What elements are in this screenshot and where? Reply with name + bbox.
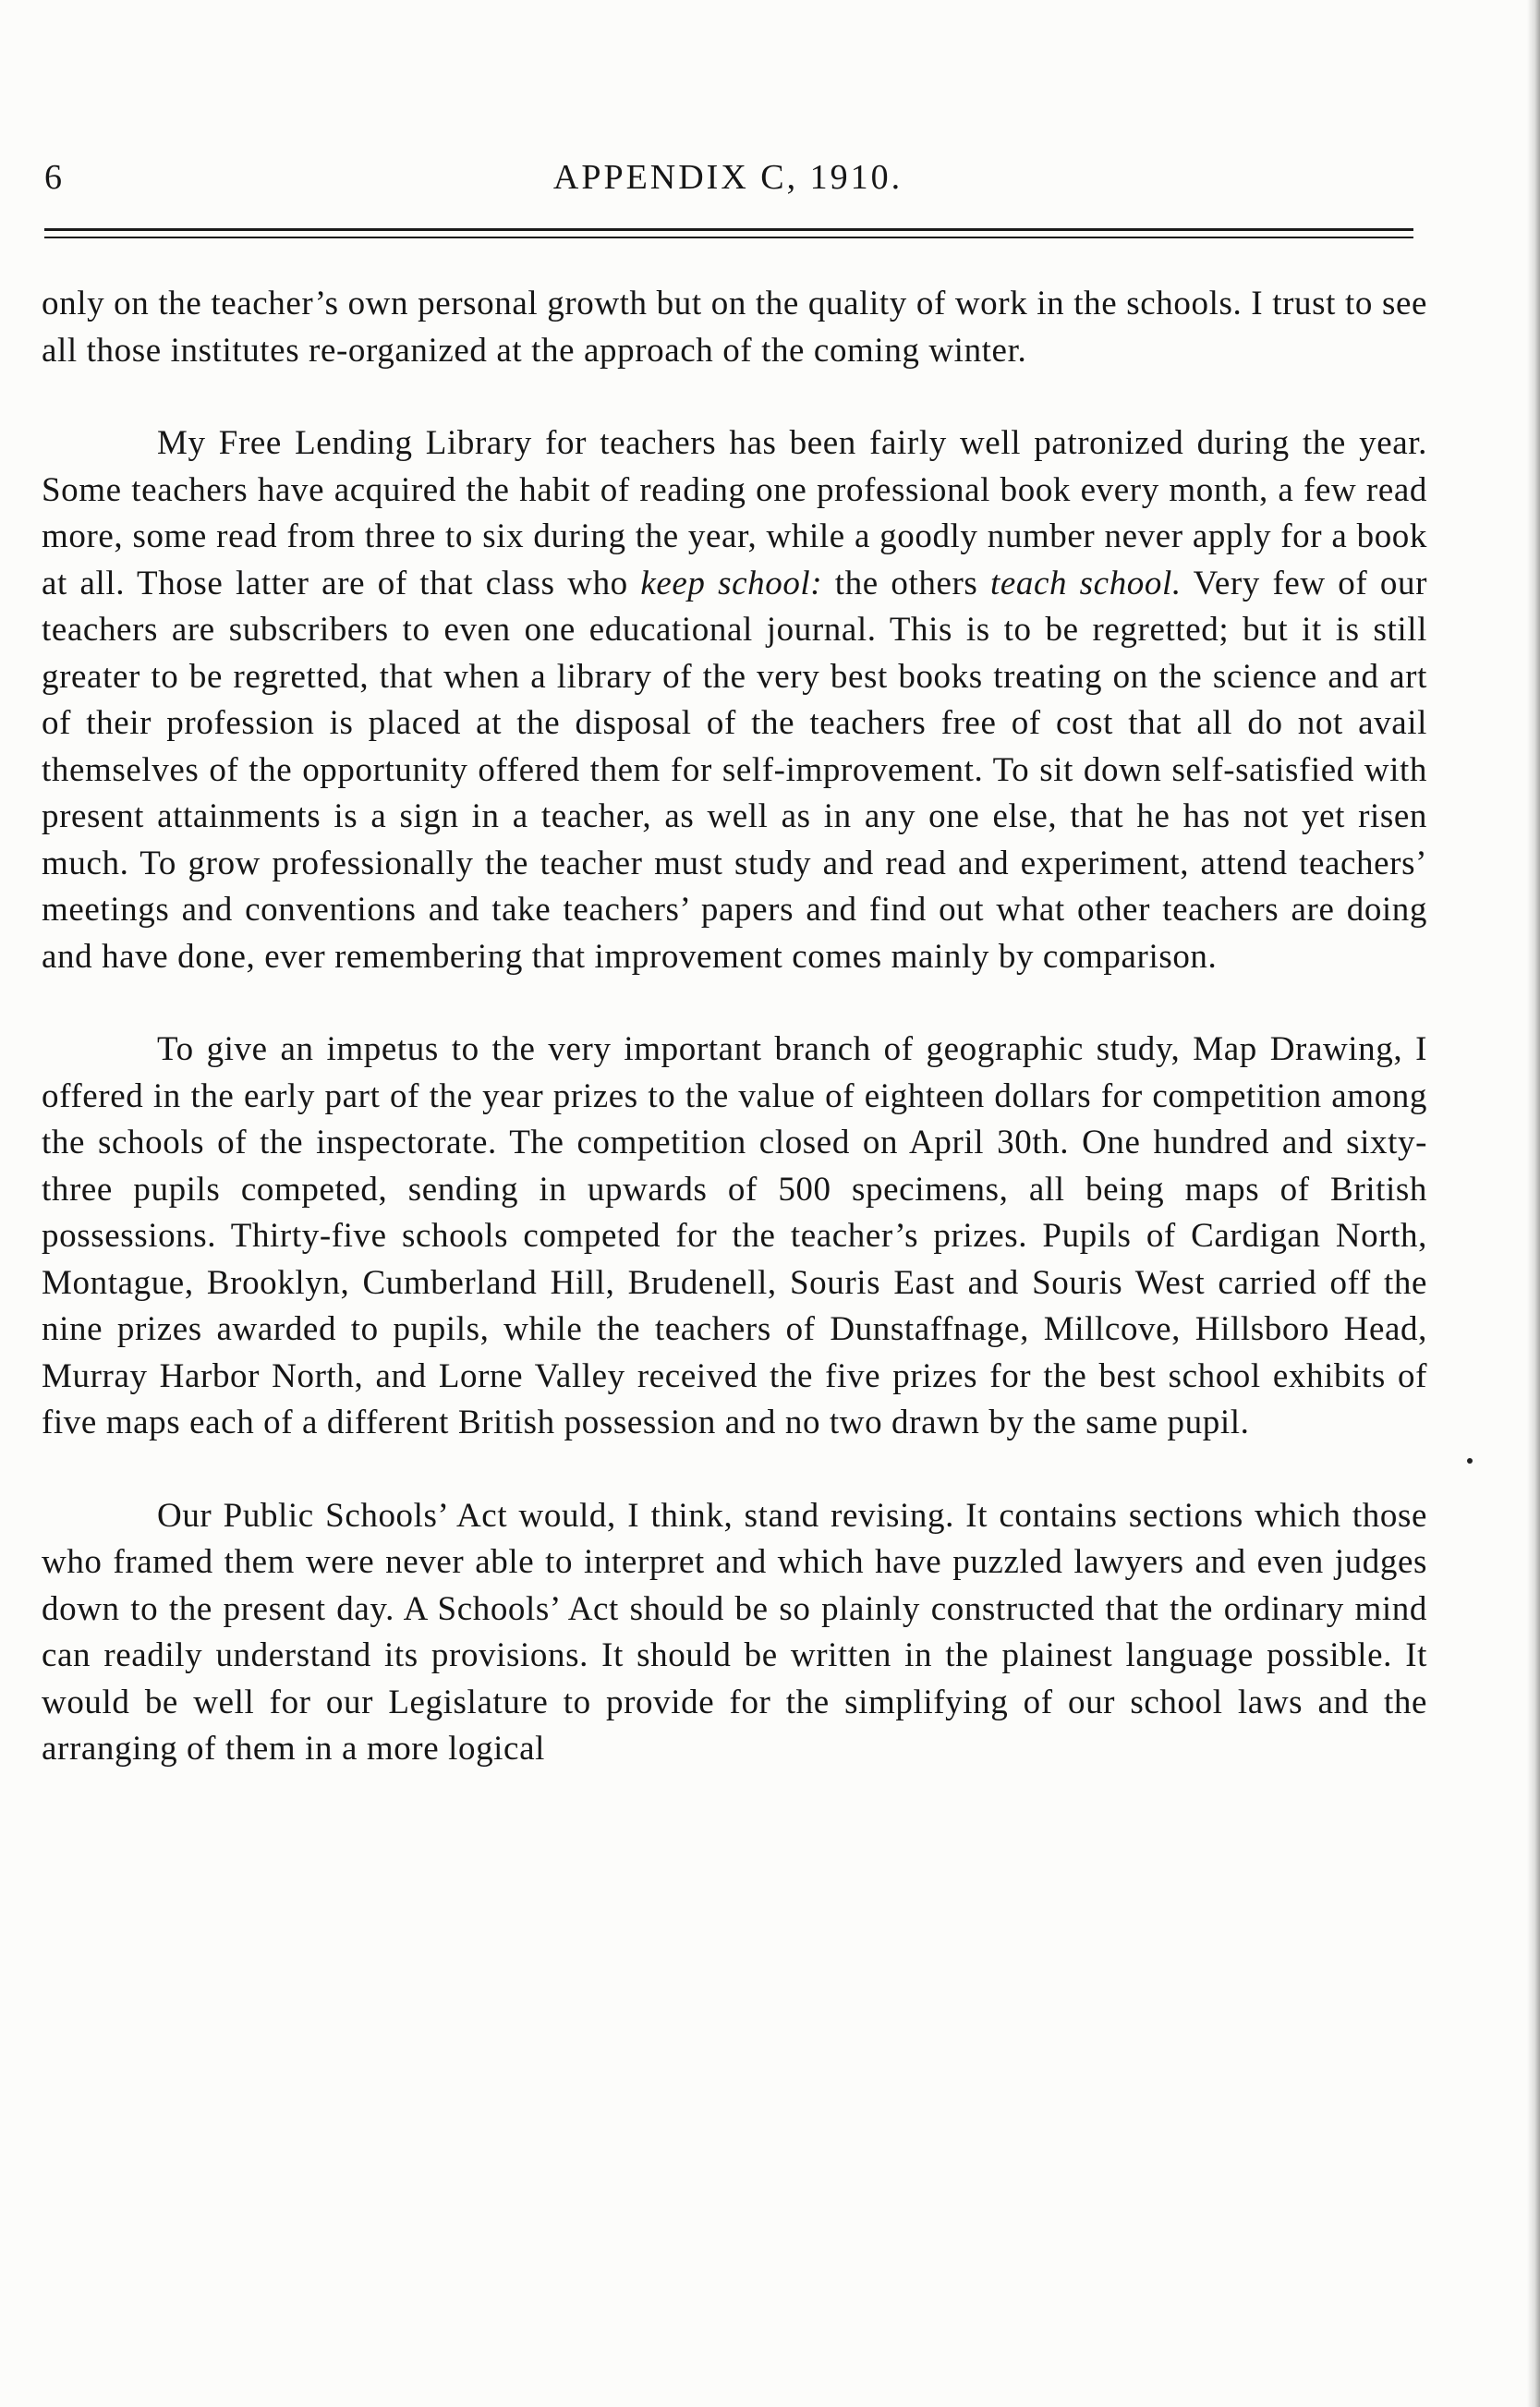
page-number: 6	[44, 158, 63, 197]
text-segment: the others	[822, 564, 990, 602]
page-edge-shadow	[1527, 0, 1540, 2407]
paragraph-map-drawing	[42, 1027, 1427, 1447]
body-text	[42, 281, 1427, 1773]
paragraph-lending-library	[42, 420, 1427, 980]
stray-ink-dot	[1467, 1458, 1473, 1464]
paragraph-schools-act	[42, 1493, 1427, 1773]
header-rule-thin	[44, 237, 1413, 238]
paragraph-institutes	[42, 281, 1427, 374]
running-head: APPENDIX C, 1910.	[552, 158, 903, 197]
header-rule-thick	[44, 228, 1413, 231]
text-segment: Very few of our teachers are subscribers to even one educational journal. This is to be regretted; but it is still greater to be regretted, that when a library of the very best books treating on the science and art of their profession is placed at the disposal of the teachers free of cost that all do not avail themselves of the opportunity offered them for self-improvement. To sit down self-satisfied with present attainments is a sign in a teacher, as well as in any one else, that he has not yet risen much. To grow professionally the teacher must study and read and experiment, attend teachers’ meetings and conventions and take teachers’ papers and find out what other teachers are doing and have done, ever remembering that improvement comes mainly by comparison.	[42, 564, 1428, 976]
text-segment: Our Public Schools’ Act would, I think, stand revising. It contains sections which those who framed them were never able to interpret and which have puzzled lawyers and even judges down to the present day. A Schools’ Act should be so plainly constructed that the ordinary mind can readily understand its provisions. It should be written in the plainest language possible. It would be well for our Legislature to provide for the simplifying of our school laws and the arranging of them in a more logical	[42, 1496, 1427, 1768]
page-header	[44, 157, 1412, 213]
text-segment: To give an impetus to the very important branch of geographic study, Map Drawing, I offered in the early part of the year prizes to the value of eighteen dollars for competition among the schools of the inspectorate. The competition closed on April 30th. One hundred and sixty-three pupils competed, sending in upwards of 500 specimens, all being maps of British possessions. Thirty-five schools competed for the teacher’s prizes. Pupils of Cardigan North, Montague, Brooklyn, Cumberland Hill, Brudenell, Souris East and Souris West carried off the nine prizes awarded to pupils, while the teachers of Dunstaffnage, Millcove, Hillsboro Head, Murray Harbor North, and Lorne Valley received the five prizes for the best school exhibits of five maps each of a different British possession and no two drawn by the same pupil.	[42, 1030, 1427, 1441]
text-segment: only on the teacher’s own personal growth but on the quality of work in the schools. I trust to see all those institutes re-organized at the approach of the coming winter.	[42, 285, 1427, 370]
italic-text-segment: teach school.	[989, 564, 1182, 602]
italic-text-segment: keep school:	[640, 564, 823, 602]
text-segment: My Free Lending Library for teachers has been fairly well patronized during the year. Some teachers have acquired the habit of reading one professional book every month, a few read more, some read from three to six during the year, while a goodly number never apply for a book at all. Those latter are of that class who	[42, 424, 1427, 602]
